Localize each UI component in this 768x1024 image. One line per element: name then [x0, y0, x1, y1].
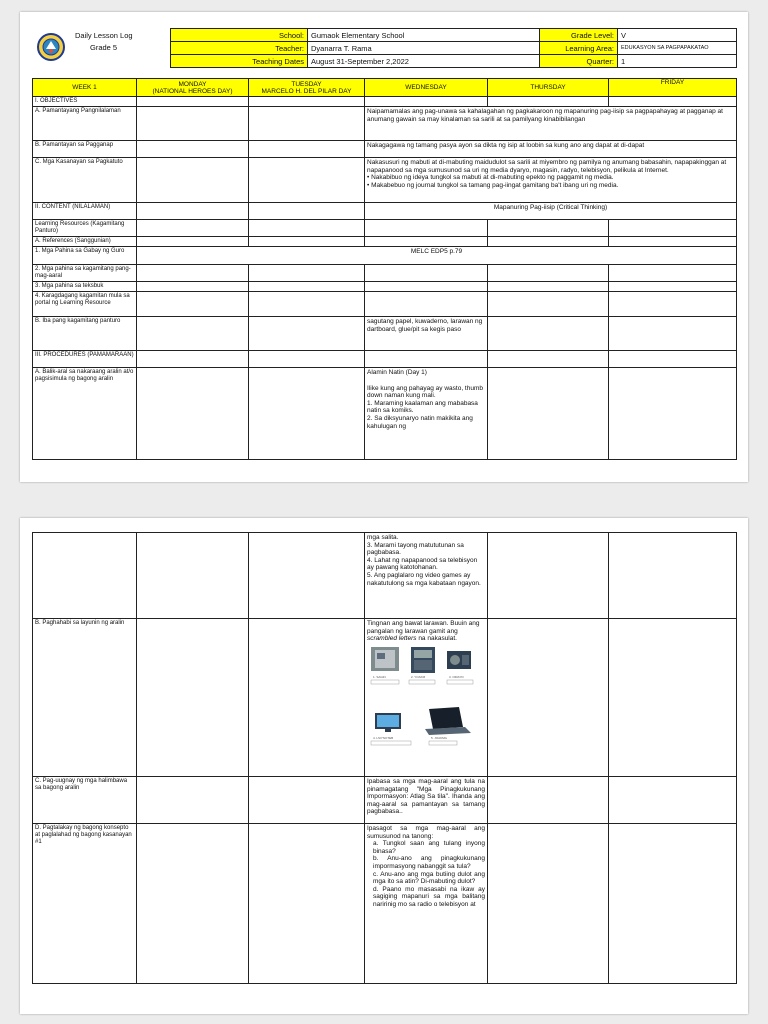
- learning-competencies-text: Nakasusuri ng mabuti at di-mabuting maidudulot sa sarili at miyembro ng pamilya ng anumang babasahin, napapakinggan at napapanood sa mga sumusunod sa uri ng media dyaryo, magasin, radyo, telebisyon, pelikula at Internet. • Nakabibuo ng ideya tungkol sa mabuti at di-mabuting epekto ng paggamit ng media. • Makabebuo ng journal tungkol sa tamang pag-iingat gamitang ba't ibang uri ng media.: [365, 158, 737, 203]
- row-label: A. Balik-aral sa nakaraang aralin at/o pagsisimula ng bagong aralin: [33, 368, 137, 460]
- content-text: Mapanuring Pag-iisip (Critical Thinking): [365, 203, 737, 220]
- lesson-log-table: [32, 78, 737, 460]
- presentation-activity-text: Ipabasa sa mga mag-aaral ang tula na pinamagatang "Mga Pinagkukunang Impormasyon: Atlag Sa tila". Ihanda ang mag-aaral sa pamantayan sa tamang pagbabasa..: [365, 777, 488, 824]
- row-label: Learning Resources (Kagamitang Panturo): [33, 220, 137, 237]
- table-row: [33, 265, 737, 282]
- teaching-dates-value: August 31-September 2,2022: [308, 55, 540, 68]
- row-label: C. Pag-uugnay ng mga halimbawa sa bagong aralin: [33, 777, 137, 824]
- table-row: [33, 292, 737, 317]
- grade-level-label: Grade Level:: [540, 29, 618, 42]
- table-row: [33, 282, 737, 292]
- picture-caption: 1. SAGIN: [373, 674, 386, 679]
- tuesday-header: TUESDAY MARCELO H. DEL PILAR DAY: [249, 79, 365, 97]
- document-page-2: [20, 518, 748, 1014]
- motivation-activity: Tingnan ang bawat larawan. Buuin ang pangalan ng larawan gamit ang scrambled letters na nakasulat. 1. SAGIN 2. YOAKM 3. OIRAYD 4. LSIYNOTEB 5. JOAKMG: [365, 619, 488, 777]
- table-row: [33, 317, 737, 351]
- teacher-label: Teacher:: [171, 42, 308, 55]
- picture-caption: 5. JOAKMG: [431, 735, 448, 740]
- performance-standard-text: Nakagagawa ng tamang pasya ayon sa dikta ng isip at loobin sa kung ano ang dapat at di-dapat: [365, 141, 737, 158]
- picture-caption: 4. LSIYNOTEB: [373, 735, 394, 740]
- document-page-1: [20, 12, 748, 482]
- school-seal-icon: [36, 32, 66, 62]
- teaching-dates-label: Teaching Dates: [171, 55, 308, 68]
- discussion-activity-text: Ipasagot sa mga mag-aaral ang sumusunod na tanong: a. Tungkol saan ang tulang inyong binasa? b. Anu-ano ang pinagkukunang impormasyong nabanggit sa tula? c. Anu-ano ang mga butiing dulot ang mga ito sa atin? Di-mabuting dulot? d. Paano mo masasabi na ikaw ay sagiging mapanuri sa mga balitang naririnig mo sa radio o telebisyon at: [365, 824, 488, 984]
- table-row: [33, 824, 737, 984]
- table-row: [33, 777, 737, 824]
- learning-area-label: Learning Area:: [540, 42, 618, 55]
- row-label: II. CONTENT (NILALAMAN): [33, 203, 137, 220]
- row-label: 1. Mga Pahina sa Gabay ng Guro: [33, 247, 137, 265]
- table-row: [33, 97, 737, 107]
- grade-level-value: V: [618, 29, 737, 42]
- review-activity-text: Alamin Natin (Day 1) Ilike kung ang pahayag ay wasto, thumb down naman kung mali. 1. Maraming kaalaman ang mababasa natin sa komiks. 2. Sa diksyunaryo natin makikita ang kahulugan ng: [365, 368, 488, 460]
- table-row: [33, 220, 737, 237]
- monday-header: MONDAY (NATIONAL HEROES DAY): [137, 79, 249, 97]
- lesson-log-table-continued: [32, 532, 737, 984]
- table-row: [33, 237, 737, 247]
- teacher-value: Dyanarra T. Rama: [308, 42, 540, 55]
- header-table: [170, 28, 737, 68]
- row-label: 3. Mga pahina sa teksbuk: [33, 282, 137, 292]
- review-activity-continued: mga salita. 3. Marami tayong matututunan sa pagbabasa. 4. Lahat ng napapanood sa telebisyon ay pawang katotohanan. 5. Ang paglalaro ng video games ay nakatutulong sa mga kabataan ngayon.: [365, 533, 488, 619]
- row-label: I. OBJECTIVES: [33, 97, 137, 107]
- week-header: WEEK 1: [33, 79, 137, 97]
- picture-television: [375, 713, 401, 732]
- other-materials-text: sagutang papel, kuwaderno, larawan ng dartboard, glue/pit sa kegis paso: [365, 317, 488, 351]
- row-label: 2. Mga pahina sa kagamitang pang-mag-aaral: [33, 265, 137, 282]
- thursday-header: THURSDAY: [488, 79, 609, 97]
- table-row: [33, 141, 737, 158]
- picture-caption: 3. OIRAYD: [449, 674, 464, 679]
- friday-header: FRIDAY: [609, 79, 737, 97]
- picture-comics: [411, 647, 435, 673]
- row-label: A. Pamantayang Pangnilalaman: [33, 107, 137, 141]
- table-row: [33, 107, 737, 141]
- scrambled-word-pictures: [367, 643, 479, 755]
- teacher-guide-pages: MELC EDP5 p.79: [137, 247, 737, 265]
- quarter-value: 1: [618, 55, 737, 68]
- table-row: [33, 247, 737, 265]
- picture-magazine: [371, 647, 399, 671]
- wednesday-header: WEDNESDAY: [365, 79, 488, 97]
- table-row: [33, 533, 737, 619]
- row-label: A. References (Sanggunian): [33, 237, 137, 247]
- picture-laptop: [425, 707, 471, 735]
- table-row: [33, 351, 737, 368]
- content-standard-text: Naipamamalas ang pag-unawa sa kahalagahan ng pagkakaroon ng mapanuring pag-iisip sa pagpapahayag at pagganap at anumang gawain sa may kinalaman sa sarili at sa pamilyang kinabibilangan: [365, 107, 737, 141]
- row-label: D. Pagtalakay ng bagong konsepto at paglalahad ng bagong kasanayan #1: [33, 824, 137, 984]
- row-label: 4. Karagdagang kagamitan mula sa portal ng Learning Resource: [33, 292, 137, 317]
- picture-radio: [447, 651, 471, 669]
- row-label: C. Mga Kasanayan sa Pagkatuto: [33, 158, 137, 203]
- row-label: B. Pamantayan sa Pagganap: [33, 141, 137, 158]
- grade-label: Grade 5: [90, 43, 118, 52]
- picture-caption: 2. YOAKM: [411, 674, 426, 679]
- row-label: B. Paghahabi sa layunin ng aralin: [33, 619, 137, 777]
- table-row: [33, 619, 737, 777]
- document-title: Daily Lesson Log: [75, 31, 133, 40]
- school-label: School:: [171, 29, 308, 42]
- table-row: [33, 368, 737, 460]
- row-label: III. PROCEDURES (PAMAMARAAN): [33, 351, 137, 368]
- quarter-label: Quarter:: [540, 55, 618, 68]
- learning-area-value: EDUKASYON SA PAGPAPAKATAO: [618, 42, 737, 55]
- row-label: B. Iba pang kagamitang panturo: [33, 317, 137, 351]
- school-value: Gumaok Elementary School: [308, 29, 540, 42]
- table-row: [33, 158, 737, 203]
- table-row: [33, 203, 737, 220]
